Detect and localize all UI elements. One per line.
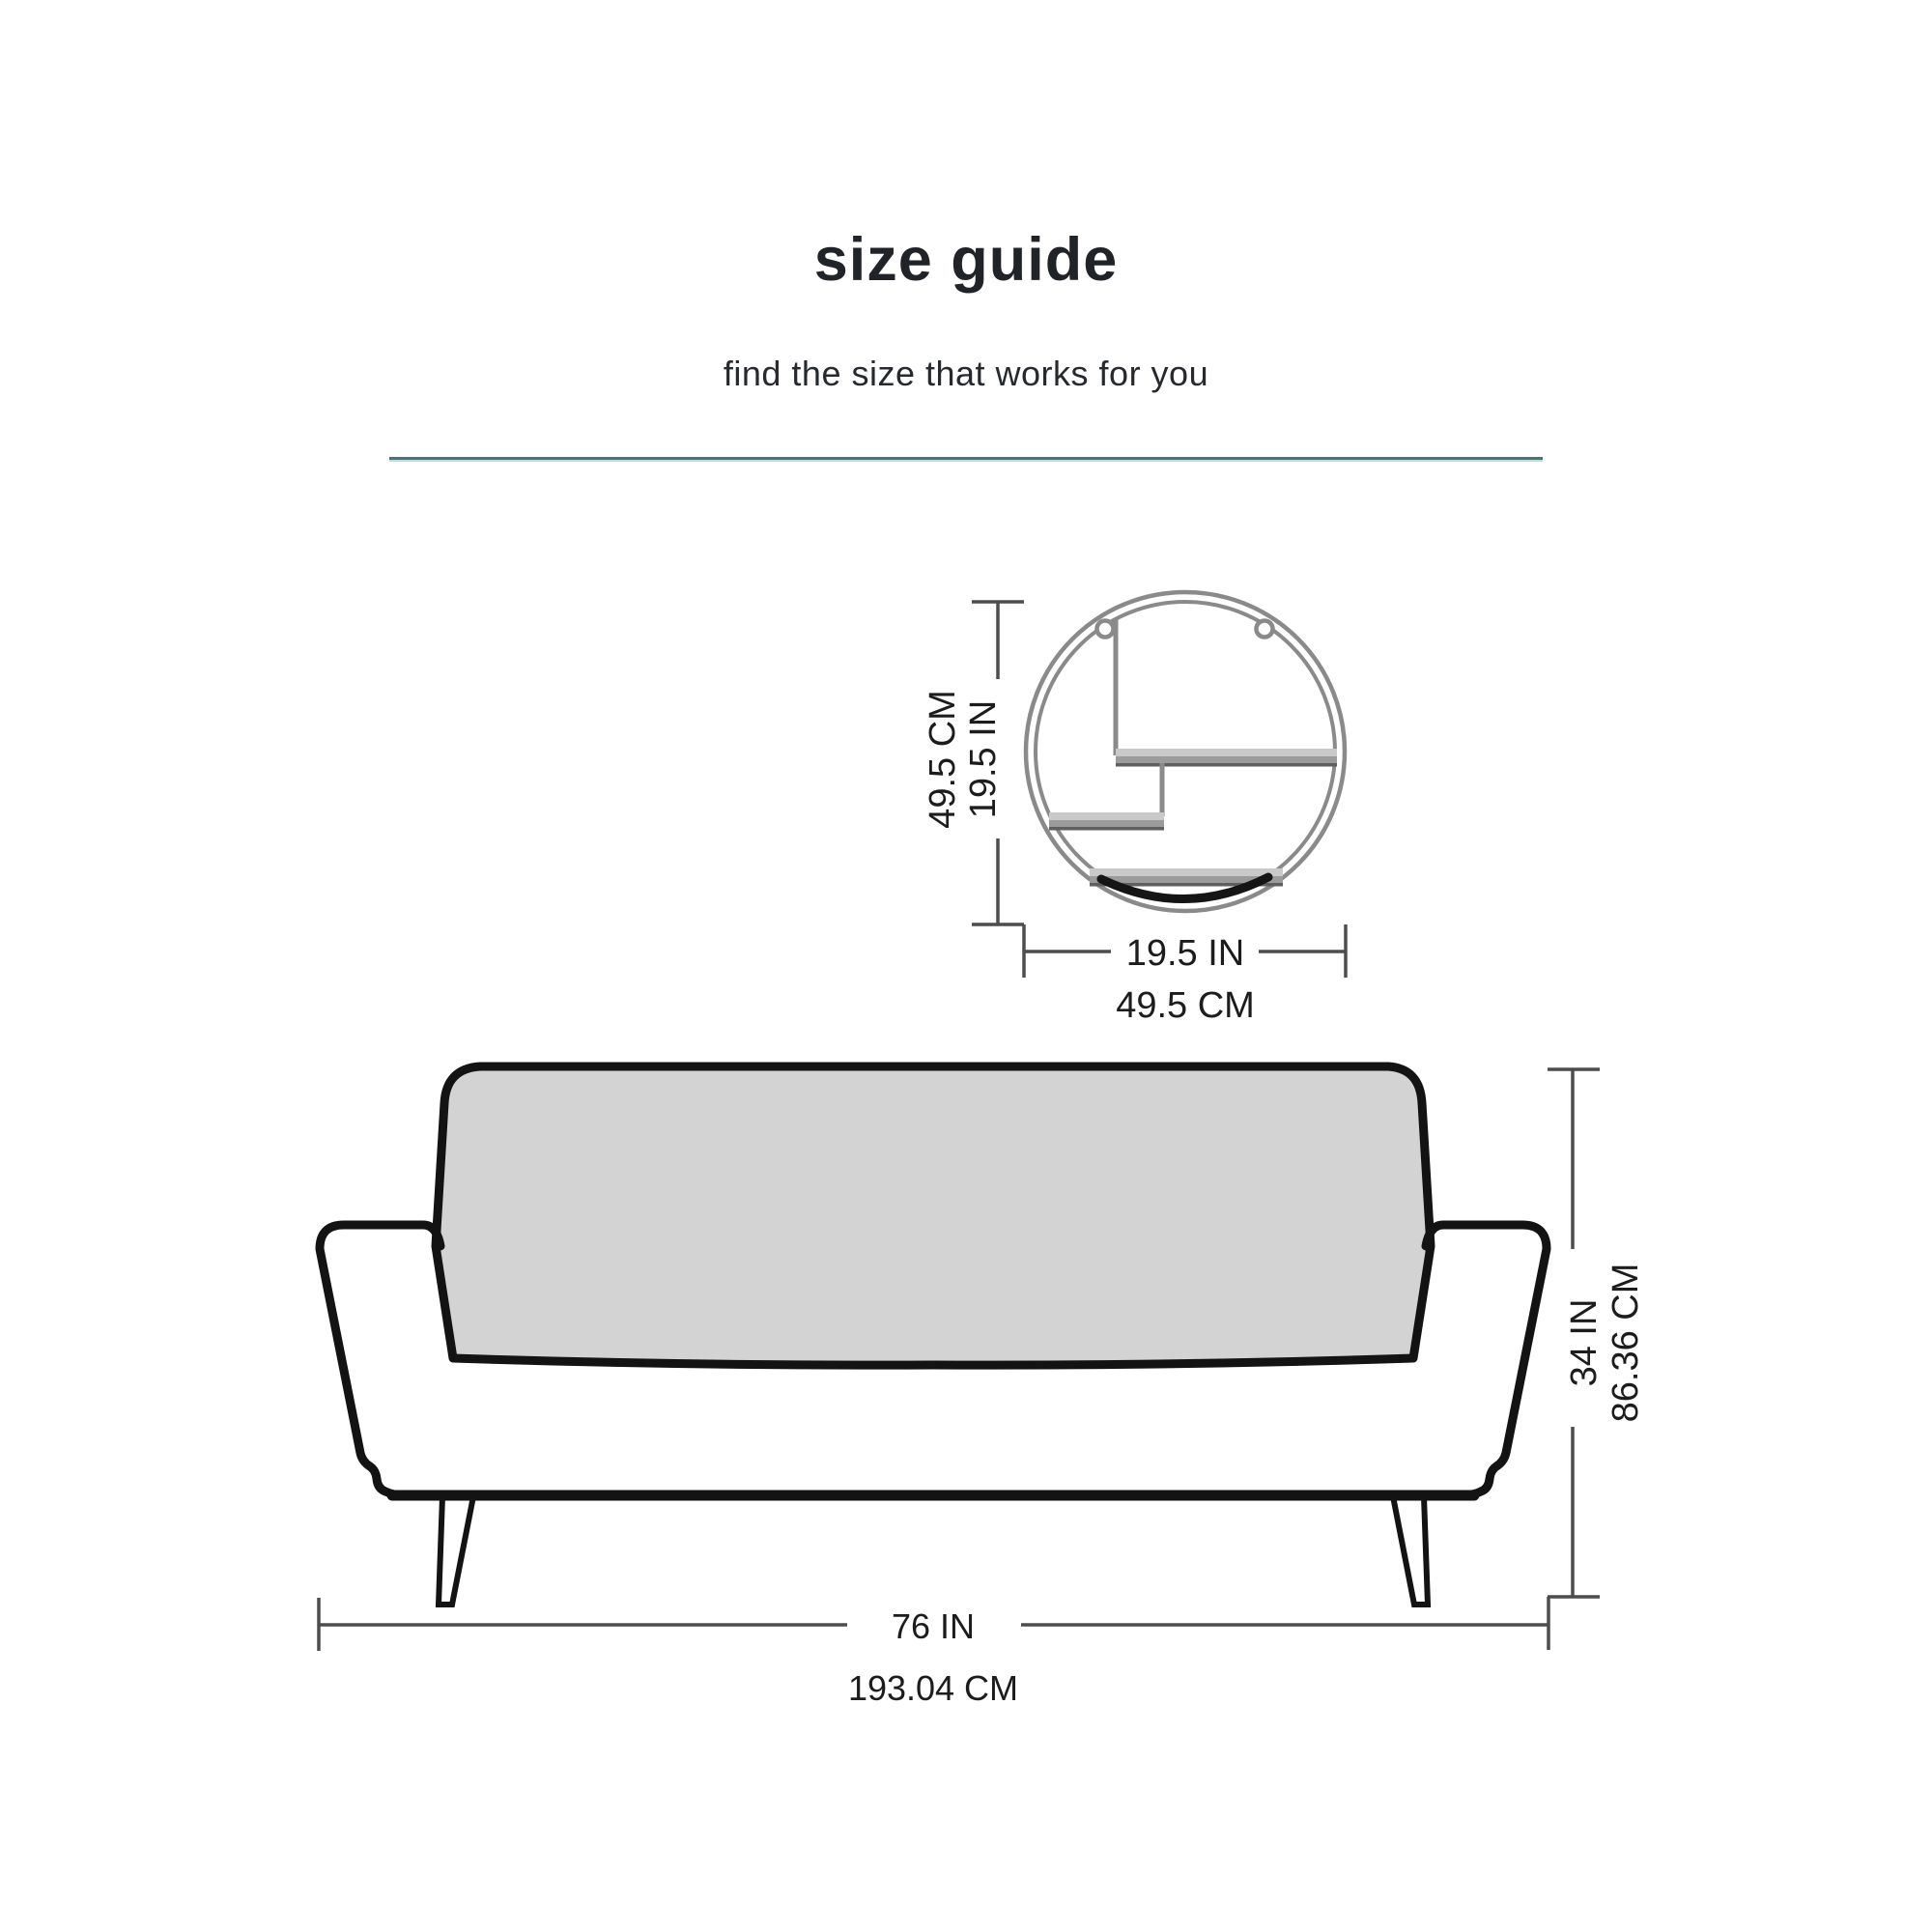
sofa-width-label-in: 76 IN (891, 1606, 976, 1646)
shelf-board-front-face (1049, 820, 1164, 827)
shelf-width-label-in: 19.5 IN (1125, 933, 1245, 974)
shelf-left-hook-ring (1097, 621, 1114, 638)
shelf-board-shadow (1116, 763, 1337, 767)
shelf-board-top-face (1090, 868, 1283, 876)
shelf-height-label-cm: 49.5 CM (923, 690, 963, 829)
page-subtitle: find the size that works for you (723, 354, 1209, 393)
shelf-board-front-face (1116, 756, 1337, 763)
sofa-left-leg (439, 1496, 473, 1605)
sofa-drawing (320, 1066, 1547, 1605)
sofa-height-label-in: 34 IN (1564, 1298, 1605, 1387)
sofa-back-cushion (436, 1066, 1431, 1365)
sofa-width-label-cm: 193.04 CM (847, 1668, 1019, 1708)
shelf-board-middle (1116, 749, 1337, 767)
round-wall-shelf-drawing (1026, 592, 1345, 911)
sofa-right-leg (1393, 1496, 1428, 1605)
shelf-board-top-face (1116, 749, 1337, 756)
sofa-height-label-cm: 86.36 CM (1605, 1263, 1646, 1423)
shelf-width-label-cm: 49.5 CM (1116, 985, 1255, 1026)
shelf-board-top-face (1049, 812, 1164, 820)
shelf-board-lower-left (1049, 812, 1164, 831)
shelf-right-hook-ring (1257, 621, 1273, 638)
shelf-board-shadow (1049, 827, 1164, 831)
page-title: size guide (813, 226, 1119, 294)
shelf-height-label-in: 19.5 IN (963, 699, 1004, 819)
